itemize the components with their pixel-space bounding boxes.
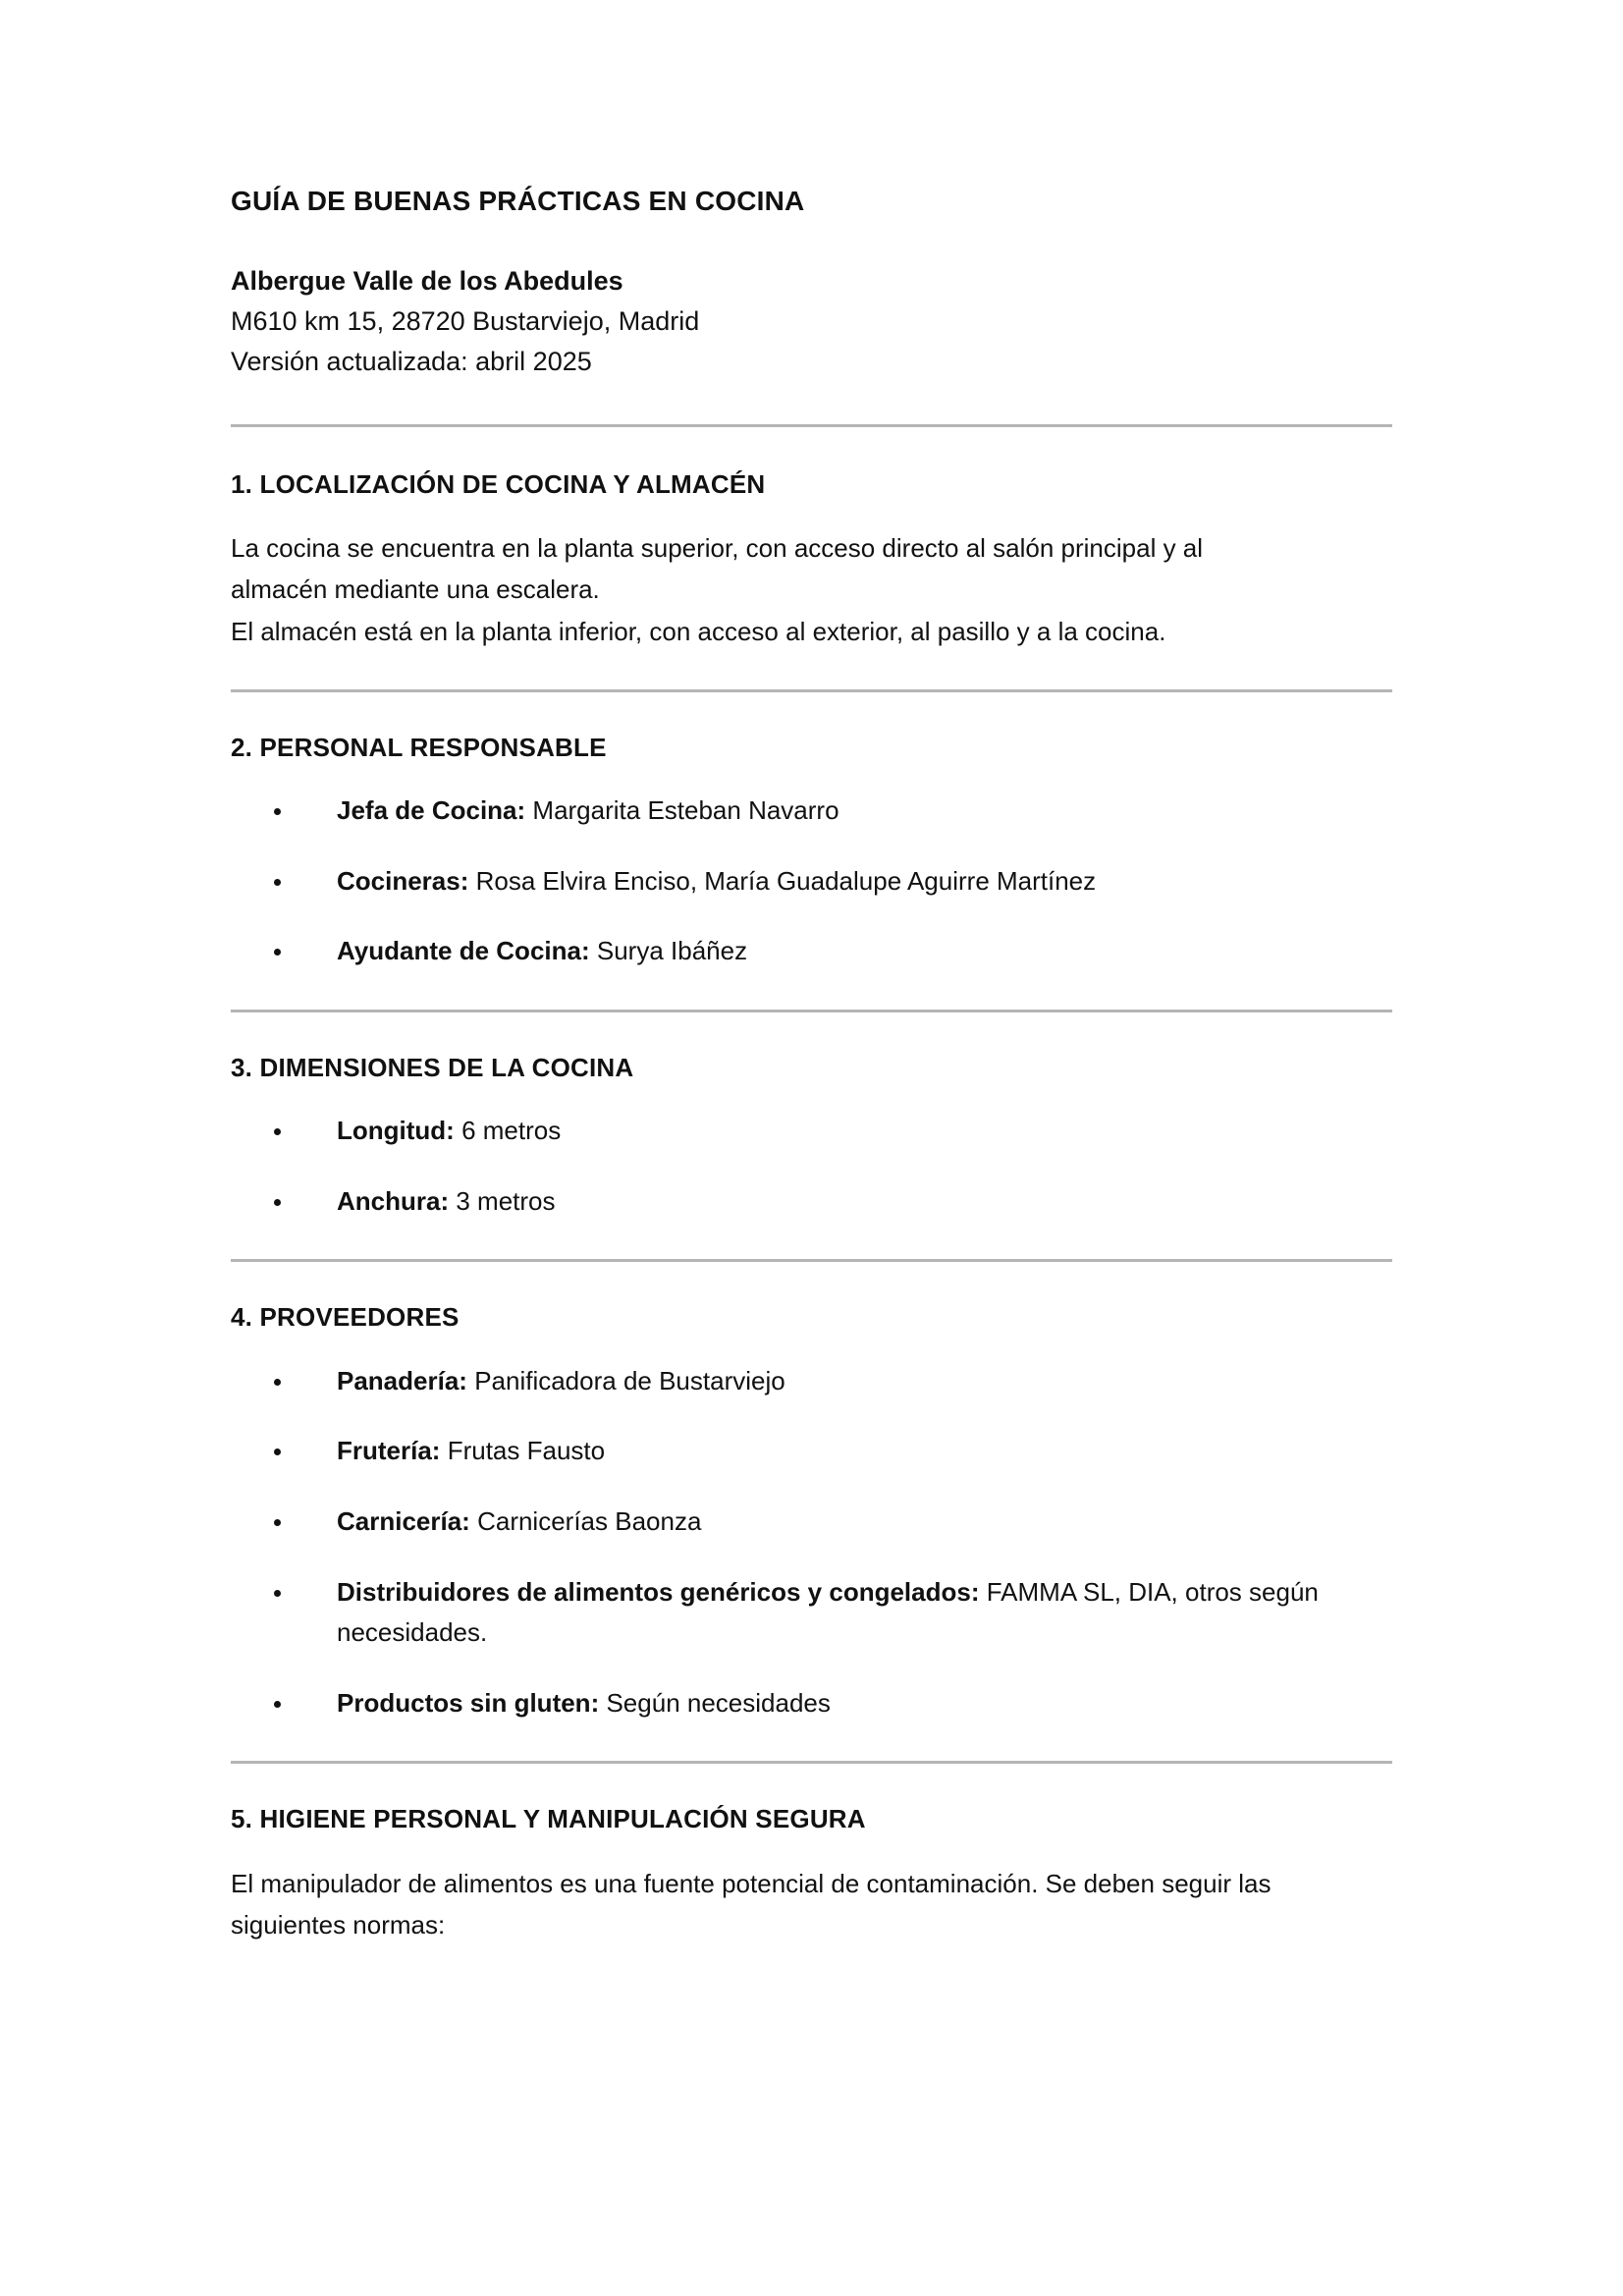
section-1-paragraph-2: El almacén está en la planta inferior, con acceso al exterior, al pasillo y a la cocina. (231, 616, 1166, 646)
list-item (231, 1111, 1392, 1152)
list-item-label: Frutería: (337, 1436, 441, 1466)
list-item (231, 1361, 1392, 1402)
list-item-value: FAMMA SL, DIA, otros según necesidades. (337, 1576, 1319, 1648)
personal-list (231, 791, 1392, 972)
list-item-label: Jefa de Cocina: (337, 795, 526, 825)
section-heading-5: 5. HIGIENE PERSONAL Y MANIPULACIÓN SEGURA (231, 1804, 866, 1834)
list-item-value: Según necesidades (606, 1687, 831, 1718)
proveedores-list (231, 1361, 1392, 1724)
document-version: Versión actualizada: abril 2025 (231, 346, 592, 376)
section-heading-3: 3. DIMENSIONES DE LA COCINA (231, 1052, 634, 1082)
section-localizacion (231, 466, 1392, 652)
list-item-label: Productos sin gluten: (337, 1687, 600, 1718)
section-heading-1: 1. LOCALIZACIÓN DE COCINA Y ALMACÉN (231, 468, 766, 499)
section-proveedores (231, 1299, 1392, 1723)
list-item-label: Distribuidores de alimentos genéricos y congelados: (337, 1576, 980, 1607)
section-divider (231, 689, 1392, 692)
section-divider (231, 1259, 1392, 1262)
list-item-label: Cocineras: (337, 865, 469, 896)
list-item-value: Margarita Esteban Navarro (532, 795, 839, 825)
list-item (231, 861, 1392, 902)
section-heading-4: 4. PROVEEDORES (231, 1302, 460, 1333)
organization-block (231, 261, 1392, 382)
section-personal (231, 730, 1392, 972)
organization-name: Albergue Valle de los Abedules (231, 265, 623, 296)
list-item-label: Anchura: (337, 1185, 450, 1216)
list-item (231, 931, 1392, 972)
list-item-value: 6 metros (461, 1116, 562, 1146)
section-divider (231, 1010, 1392, 1012)
section-divider (231, 1761, 1392, 1764)
list-item-value: Panificadora de Bustarviejo (474, 1365, 785, 1395)
section-heading-2: 2. PERSONAL RESPONSABLE (231, 732, 607, 762)
section-5-paragraph-1: El manipulador de alimentos es una fuente potencial de contaminación. Se deben seguir las siguientes normas: (231, 1868, 1271, 1940)
list-item-value: Rosa Elvira Enciso, María Guadalupe Aguirre Martínez (475, 865, 1097, 896)
list-item-value: Carnicerías Baonza (477, 1505, 702, 1536)
list-item-label: Ayudante de Cocina: (337, 936, 590, 966)
list-item (231, 1502, 1392, 1543)
list-item (231, 791, 1392, 832)
page-title: GUÍA DE BUENAS PRÁCTICAS EN COCINA (231, 186, 805, 216)
section-1-paragraph-1: La cocina se encuentra en la planta superior, con acceso directo al salón principal y al almacén mediante una escalera. (231, 533, 1204, 605)
list-item-value: Frutas Fausto (447, 1436, 606, 1466)
organization-address: M610 km 15, 28720 Bustarviejo, Madrid (231, 305, 700, 336)
list-item (231, 1683, 1392, 1724)
list-item-value: Surya Ibáñez (596, 936, 748, 966)
list-item (231, 1181, 1392, 1223)
list-item-label: Longitud: (337, 1116, 455, 1146)
list-item-value: 3 metros (456, 1185, 556, 1216)
dimensiones-list (231, 1111, 1392, 1222)
section-divider (231, 424, 1392, 427)
section-higiene (231, 1801, 1392, 1945)
section-dimensiones (231, 1050, 1392, 1223)
list-item-label: Panadería: (337, 1365, 467, 1395)
list-item (231, 1572, 1392, 1654)
list-item-label: Carnicería: (337, 1505, 470, 1536)
list-item (231, 1431, 1392, 1472)
